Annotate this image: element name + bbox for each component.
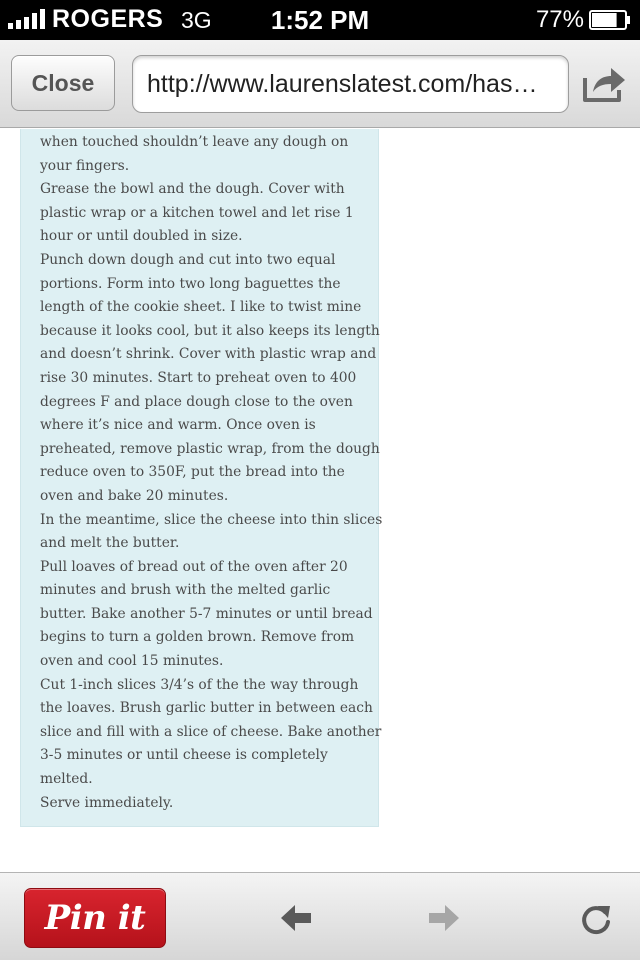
reload-icon[interactable] — [580, 902, 612, 936]
recipe-line: the loaves. Brush garlic butter in between each — [40, 700, 373, 717]
battery-level — [592, 13, 617, 27]
recipe-line: oven and cool 15 minutes. — [40, 653, 224, 670]
recipe-line: Pull loaves of bread out of the oven after 20 — [40, 558, 348, 575]
recipe-line: degrees F and place dough close to the oven — [40, 393, 353, 410]
recipe-line: where it’s nice and warm. Once oven is — [40, 417, 316, 434]
url-field[interactable] — [132, 55, 569, 113]
recipe-line: melted. — [40, 771, 93, 788]
carrier-name: ROGERS — [52, 5, 164, 33]
recipe-line: when touched shouldn’t leave any dough on — [40, 134, 349, 150]
clock: 1:52 PM — [270, 5, 370, 35]
browser-toolbar — [0, 40, 640, 128]
recipe-line: plastic wrap or a kitchen towel and let rise 1 — [40, 204, 354, 221]
recipe-instructions-text — [40, 131, 383, 815]
recipe-line: minutes and brush with the melted garlic — [40, 582, 331, 599]
recipe-line: butter. Bake another 5-7 minutes or until bread — [40, 605, 373, 622]
recipe-line: your fingers. — [40, 157, 130, 174]
network-type: 3G — [181, 7, 212, 33]
forward-arrow-icon[interactable] — [427, 903, 461, 933]
recipe-line: slice and fill with a slice of cheese. Bake another — [40, 723, 382, 740]
recipe-line: In the meantime, slice the cheese into thin slices — [40, 511, 383, 528]
battery-percentage: 77% — [535, 6, 584, 33]
pin-it-button[interactable]: Pin it — [24, 888, 166, 948]
recipe-line: Serve immediately. — [40, 794, 174, 811]
recipe-line: length of the cookie sheet. I like to twist mine — [40, 299, 362, 316]
recipe-line: oven and bake 20 minutes. — [40, 487, 229, 504]
recipe-line: hour or until doubled in size. — [40, 228, 243, 245]
recipe-line: portions. Form into two long baguettes the — [40, 275, 341, 292]
back-arrow-icon[interactable] — [279, 903, 313, 933]
recipe-line: 3-5 minutes or until cheese is completely — [40, 747, 328, 764]
web-page-content[interactable] — [0, 129, 640, 872]
url-text: http://www.laurenslatest.com/has… — [147, 69, 538, 98]
recipe-line: and doesn’t shrink. Cover with plastic wrap and — [40, 346, 377, 363]
recipe-line: because it looks cool, but it also keeps its length — [40, 322, 380, 339]
recipe-line: rise 30 minutes. Start to preheat oven to 400 — [40, 369, 357, 386]
close-button[interactable]: Close — [11, 55, 115, 111]
status-bar — [0, 0, 640, 40]
recipe-line: Cut 1-inch slices 3/4’s of the the way through — [40, 676, 359, 693]
recipe-line: reduce oven to 350F, put the bread into the — [40, 464, 345, 481]
recipe-line: preheated, remove plastic wrap, from the dough — [40, 440, 380, 457]
recipe-line: Grease the bowl and the dough. Cover with — [40, 181, 345, 198]
recipe-instructions-box — [20, 129, 383, 827]
recipe-line: begins to turn a golden brown. Remove from — [40, 629, 355, 646]
share-icon[interactable] — [581, 64, 627, 104]
recipe-line: Punch down dough and cut into two equal — [40, 251, 336, 268]
recipe-line: and melt the butter. — [40, 535, 180, 552]
battery-icon — [589, 10, 631, 30]
bottom-toolbar — [0, 872, 640, 960]
